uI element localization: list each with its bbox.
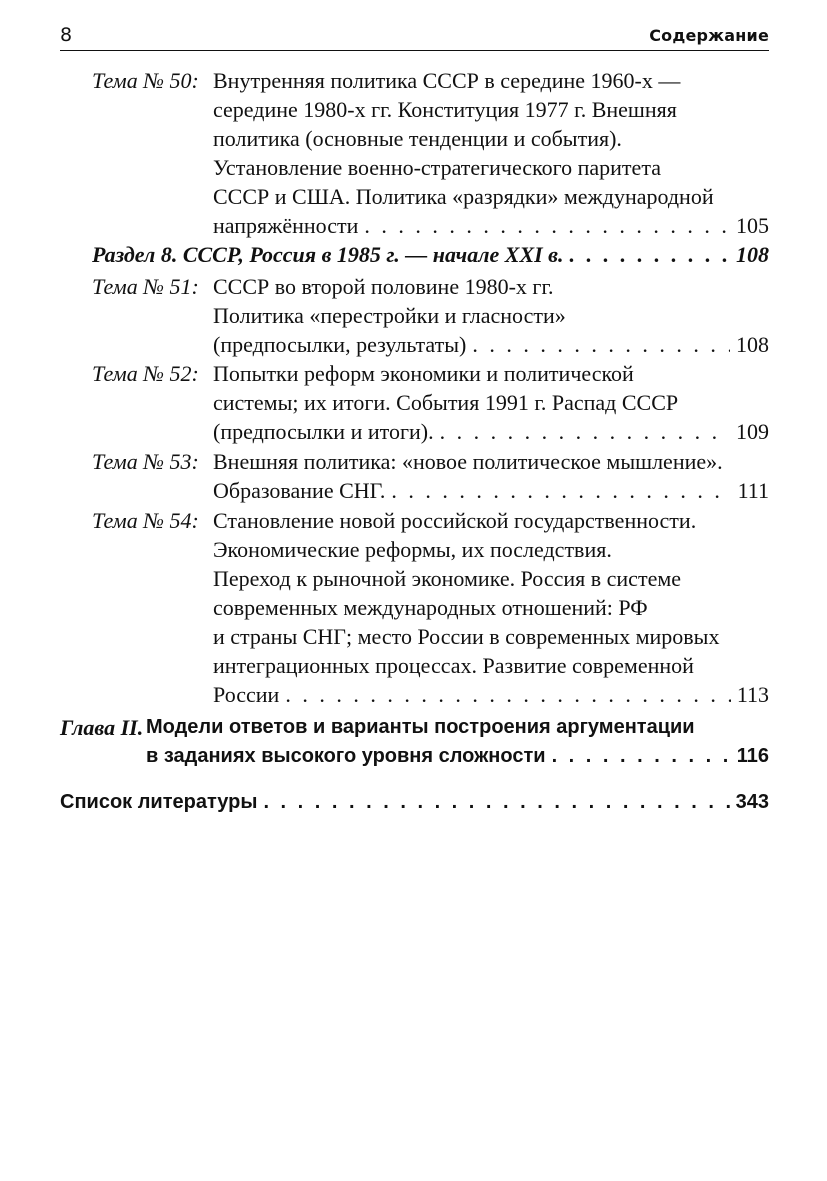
- topic-text-line: политика (основные тенденции и события).: [213, 126, 622, 151]
- leader-dots: [257, 788, 729, 817]
- topic-text-line: Становление новой российской государственности.: [213, 508, 697, 533]
- topic-text-line: Политика «перестройки и гласности»: [213, 303, 566, 328]
- leader-dots: [546, 742, 731, 771]
- page-ref: 113: [736, 682, 769, 707]
- chapter-title-line: в заданиях высокого уровня сложности: [146, 745, 546, 767]
- topic-label: Тема № 51:: [92, 274, 199, 299]
- chapter-label: Глава II.: [60, 715, 144, 740]
- topic-text-line: Попытки реформ экономики и политической: [213, 361, 634, 386]
- page-ref: 109: [736, 419, 769, 444]
- topic-text-line: Внешняя политика: «новое политическое мышление».: [213, 449, 723, 474]
- leader-dots: [434, 417, 730, 446]
- topic-label: Тема № 50:: [92, 68, 199, 93]
- running-header: [60, 22, 769, 51]
- bibliography-title: Список литературы: [60, 791, 258, 813]
- running-title: Содержание: [649, 26, 769, 45]
- topic-text-line: напряжённости: [213, 213, 359, 238]
- chapter-title-line: Модели ответов и варианты построения аргументации: [146, 716, 695, 738]
- page-number: 8: [60, 24, 73, 46]
- leader-dots: [466, 330, 730, 359]
- toc-entry-chapter-2[interactable]: [60, 713, 769, 771]
- page-ref: 108: [736, 242, 769, 267]
- topic-text-line: интеграционных процессах. Развитие современной: [213, 653, 694, 678]
- page-ref: 105: [736, 213, 769, 238]
- leader-dots: [564, 240, 730, 269]
- page-ref: 111: [737, 478, 769, 503]
- toc-entry-topic-50[interactable]: [92, 66, 769, 240]
- section-title: Раздел 8. СССР, Россия в 1985 г. — начале XXI в.: [92, 242, 564, 267]
- leader-dots: [358, 211, 730, 240]
- topic-text-line: (предпосылки и итоги).: [213, 419, 434, 444]
- topic-text-line: системы; их итоги. События 1991 г. Распад СССР: [213, 390, 679, 415]
- topic-label: Тема № 54:: [92, 508, 199, 533]
- topic-text-line: России: [213, 682, 280, 707]
- topic-text-line: и страны СНГ; место России в современных мировых: [213, 624, 720, 649]
- topic-text-line: Внутренняя политика СССР в середине 1960-х —: [213, 68, 681, 93]
- toc-entry-topic-51[interactable]: [92, 272, 769, 359]
- topic-text-line: Переход к рыночной экономике. Россия в системе: [213, 566, 682, 591]
- toc-entry-topic-52[interactable]: [92, 359, 769, 446]
- topic-text-line: (предпосылки, результаты): [213, 332, 467, 357]
- leader-dots: [279, 680, 731, 709]
- toc-entry-section-8[interactable]: [92, 240, 769, 269]
- leader-dots: [385, 476, 731, 505]
- topic-label: Тема № 52:: [92, 361, 199, 386]
- toc-entry-topic-53[interactable]: [92, 447, 769, 505]
- topic-text-line: современных международных отношений: РФ: [213, 595, 648, 620]
- topic-text-line: СССР во второй половине 1980-х гг.: [213, 274, 554, 299]
- page-ref: 343: [735, 791, 769, 813]
- topic-text-line: середине 1980-х гг. Конституция 1977 г. Внешняя: [213, 97, 677, 122]
- topic-label: Тема № 53:: [92, 449, 199, 474]
- topic-text-line: Экономические реформы, их последствия.: [213, 537, 612, 562]
- topic-text-line: Установление военно-стратегического паритета: [213, 155, 661, 180]
- topic-text-line: СССР и США. Политика «разрядки» международной: [213, 184, 714, 209]
- toc-entry-topic-54[interactable]: [92, 506, 769, 709]
- page-ref: 108: [736, 332, 769, 357]
- toc-entry-bibliography[interactable]: [60, 788, 769, 817]
- topic-text-line: Образование СНГ.: [213, 478, 386, 503]
- page-ref: 116: [736, 745, 769, 767]
